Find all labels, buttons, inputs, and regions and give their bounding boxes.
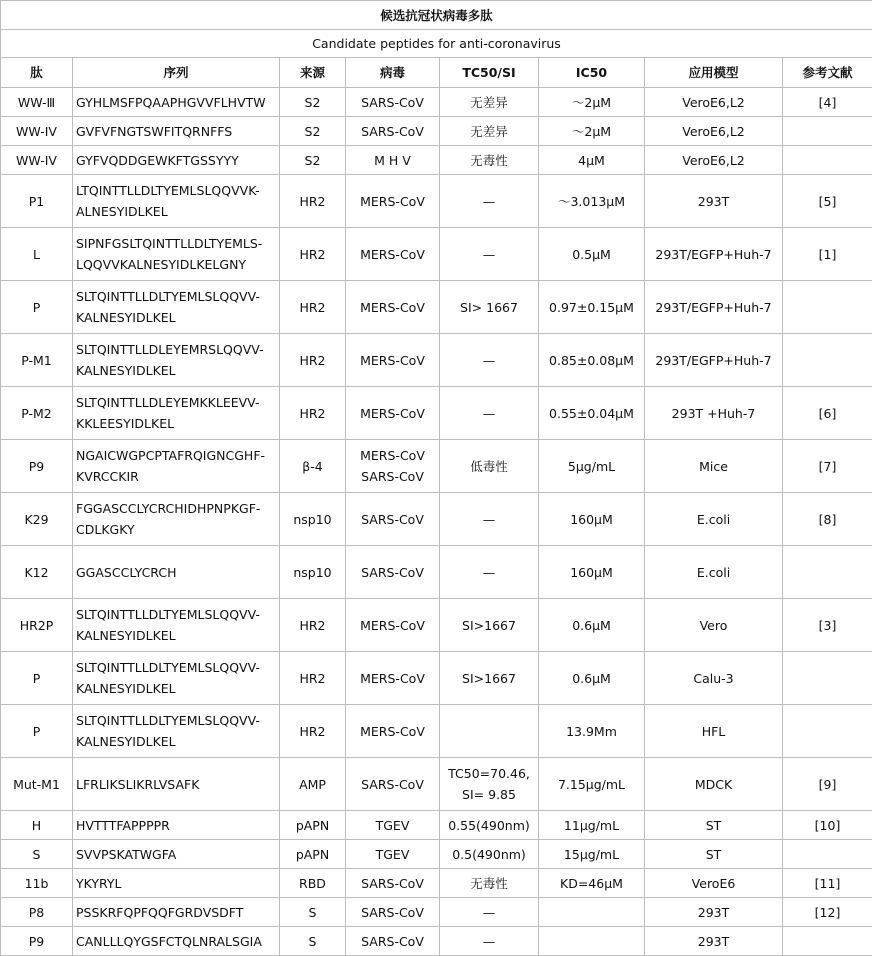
cell-model: 293T/EGFP+Huh-7 (645, 281, 783, 334)
cell-tc50-si (440, 927, 539, 956)
cell-tc50-si-line: — (482, 933, 496, 949)
cell-peptide: P (1, 652, 73, 705)
cell-source: HR2 (280, 705, 346, 758)
table-row (1, 117, 872, 146)
cell-virus (346, 334, 440, 387)
cell-sequence (73, 927, 280, 956)
cell-virus-line: SARS-CoV (361, 875, 424, 891)
cell-tc50-si-line: SI>1667 (462, 617, 516, 633)
cell-virus (346, 546, 440, 599)
cell-model: Vero (645, 599, 783, 652)
cell-tc50-si-line: — (482, 352, 496, 368)
cell-source: HR2 (280, 652, 346, 705)
cell-peptide: Mut-M1 (1, 758, 73, 811)
cell-ic50: 11μg/mL (539, 811, 645, 840)
cell-tc50-si (440, 869, 539, 898)
header-row (1, 58, 872, 88)
cell-model: VeroE6,L2 (645, 88, 783, 117)
cell-tc50-si (440, 546, 539, 599)
cell-virus (346, 705, 440, 758)
cell-virus-line: SARS-CoV (361, 564, 424, 580)
cell-ic50: 0.85±0.08μM (539, 334, 645, 387)
cell-ic50 (539, 927, 645, 956)
cell-virus (346, 811, 440, 840)
header-virus: 病毒 (346, 58, 440, 88)
cell-source: S2 (280, 146, 346, 175)
cell-sequence-line: FGGASCCLYCRCHIDHPNPKGF- (76, 501, 261, 516)
table-row (1, 88, 872, 117)
cell-model: VeroE6 (645, 869, 783, 898)
table-row (1, 758, 872, 811)
cell-source: S2 (280, 117, 346, 146)
table-subtitle-row (1, 30, 872, 58)
table-row (1, 334, 872, 387)
cell-reference (783, 840, 872, 869)
cell-peptide: WW-IV (1, 117, 73, 146)
cell-peptide: K29 (1, 493, 73, 546)
cell-virus (346, 840, 440, 869)
cell-sequence-line: NGAICWGPCPTAFRQIGNCGHF- (76, 448, 266, 463)
cell-virus-line: MERS-CoV (360, 352, 425, 368)
cell-source: HR2 (280, 599, 346, 652)
cell-model: E.coli (645, 493, 783, 546)
cell-tc50-si (440, 334, 539, 387)
cell-sequence-line: GGASCCLYCRCH (76, 564, 177, 580)
cell-sequence (73, 705, 280, 758)
cell-peptide: P-M1 (1, 334, 73, 387)
cell-sequence-line: LFRLIKSLIKRLVSAFK (76, 776, 200, 792)
cell-tc50-si-line: — (482, 246, 496, 262)
table-row (1, 146, 872, 175)
cell-tc50-si (440, 898, 539, 927)
cell-virus-line: SARS-CoV (361, 776, 424, 792)
cell-ic50: ～2μM (539, 117, 645, 146)
cell-virus-line: MERS-CoV (360, 448, 425, 463)
cell-ic50: ～3.013μM (539, 175, 645, 228)
cell-peptide: P1 (1, 175, 73, 228)
cell-tc50-si-line: — (482, 193, 496, 209)
cell-sequence (73, 599, 280, 652)
cell-source: S (280, 898, 346, 927)
cell-sequence-line: GYHLMSFPQAAPHGVVFLHVTW (76, 94, 266, 110)
cell-virus-line: MERS-CoV (360, 405, 425, 421)
cell-virus-line: MERS-CoV (360, 723, 425, 739)
cell-sequence-line: KVRCCKIR (76, 469, 139, 484)
cell-virus-line: MERS-CoV (360, 617, 425, 633)
cell-reference: [11] (783, 869, 872, 898)
cell-peptide: HR2P (1, 599, 73, 652)
cell-tc50-si-line: — (482, 564, 496, 580)
cell-peptide: H (1, 811, 73, 840)
cell-model: Mice (645, 440, 783, 493)
cell-reference: [9] (783, 758, 872, 811)
cell-virus-line: TGEV (375, 846, 410, 862)
cell-sequence (73, 811, 280, 840)
cell-ic50: 7.15μg/mL (539, 758, 645, 811)
cell-sequence-line: CDLKGKY (76, 522, 135, 537)
cell-peptide: K12 (1, 546, 73, 599)
cell-model: VeroE6,L2 (645, 117, 783, 146)
cell-peptide: P (1, 281, 73, 334)
cell-tc50-si-line: — (482, 511, 496, 527)
cell-reference: [5] (783, 175, 872, 228)
cell-model: 293T (645, 927, 783, 956)
cell-sequence-line: KALNESYIDLKEL (76, 734, 176, 749)
cell-source: pAPN (280, 811, 346, 840)
cell-virus (346, 146, 440, 175)
cell-sequence-line: KALNESYIDLKEL (76, 681, 176, 696)
cell-tc50-si-line: 0.5(490nm) (452, 846, 526, 862)
cell-tc50-si-line: 无差异 (470, 94, 508, 110)
cell-sequence (73, 898, 280, 927)
header-peptide: 肽 (1, 58, 73, 88)
cell-peptide: 11b (1, 869, 73, 898)
cell-virus-line: SARS-CoV (361, 469, 424, 484)
cell-sequence-line: LQQVVKALNESYIDLKELGNY (76, 257, 247, 272)
table-row (1, 175, 872, 228)
cell-reference: [10] (783, 811, 872, 840)
table-row (1, 228, 872, 281)
cell-virus (346, 599, 440, 652)
cell-sequence (73, 146, 280, 175)
cell-sequence-line: SLTQINTTLLDLEYEMKKLEEVV- (76, 395, 260, 410)
cell-ic50: 0.55±0.04μM (539, 387, 645, 440)
cell-model: 293T/EGFP+Huh-7 (645, 334, 783, 387)
cell-sequence (73, 493, 280, 546)
cell-tc50-si (440, 599, 539, 652)
cell-sequence (73, 175, 280, 228)
cell-reference (783, 652, 872, 705)
cell-reference (783, 281, 872, 334)
cell-peptide: P8 (1, 898, 73, 927)
cell-tc50-si (440, 811, 539, 840)
header-model: 应用模型 (645, 58, 783, 88)
header-tc50-si: TC50/SI (440, 58, 539, 88)
cell-source: HR2 (280, 228, 346, 281)
cell-sequence-line: KALNESYIDLKEL (76, 310, 176, 325)
cell-sequence-line: SIPNFGSLTQINTTLLDLTYEMLS- (76, 236, 263, 251)
cell-model: HFL (645, 705, 783, 758)
table-row (1, 705, 872, 758)
cell-peptide: L (1, 228, 73, 281)
header-reference: 参考文献 (783, 58, 872, 88)
table-row (1, 840, 872, 869)
table-title: 候选抗冠状病毒多肽 (1, 1, 872, 30)
cell-tc50-si (440, 175, 539, 228)
cell-tc50-si-line: — (482, 904, 496, 920)
cell-ic50: 4μM (539, 146, 645, 175)
cell-model: 293T (645, 898, 783, 927)
cell-virus-line: SARS-CoV (361, 933, 424, 949)
cell-model: E.coli (645, 546, 783, 599)
cell-virus (346, 387, 440, 440)
cell-sequence (73, 652, 280, 705)
cell-source: HR2 (280, 334, 346, 387)
cell-tc50-si (440, 228, 539, 281)
cell-sequence (73, 334, 280, 387)
cell-sequence-line: SVVPSKATWGFA (76, 846, 177, 862)
cell-sequence (73, 546, 280, 599)
cell-model: Calu-3 (645, 652, 783, 705)
cell-sequence (73, 387, 280, 440)
cell-tc50-si (440, 758, 539, 811)
cell-tc50-si-line: 无毒性 (470, 152, 508, 168)
cell-reference: [1] (783, 228, 872, 281)
table-row (1, 898, 872, 927)
cell-model: ST (645, 840, 783, 869)
cell-peptide: P9 (1, 927, 73, 956)
cell-tc50-si (440, 840, 539, 869)
cell-virus (346, 440, 440, 493)
cell-source: nsp10 (280, 546, 346, 599)
cell-reference: [6] (783, 387, 872, 440)
cell-sequence-line: SLTQINTTLLDLEYEMRSLQQVV- (76, 342, 264, 357)
cell-ic50: 160μM (539, 546, 645, 599)
cell-ic50: KD=46μM (539, 869, 645, 898)
cell-virus (346, 758, 440, 811)
cell-sequence (73, 758, 280, 811)
cell-virus-line: SARS-CoV (361, 123, 424, 139)
table-row (1, 927, 872, 956)
cell-source: pAPN (280, 840, 346, 869)
cell-model: VeroE6,L2 (645, 146, 783, 175)
cell-model: 293T/EGFP+Huh-7 (645, 228, 783, 281)
cell-sequence (73, 88, 280, 117)
cell-sequence (73, 869, 280, 898)
cell-virus-line: MERS-CoV (360, 193, 425, 209)
cell-source: RBD (280, 869, 346, 898)
cell-reference (783, 705, 872, 758)
cell-tc50-si (440, 281, 539, 334)
cell-tc50-si (440, 493, 539, 546)
cell-virus-line: SARS-CoV (361, 904, 424, 920)
cell-tc50-si-line: SI= 9.85 (462, 787, 516, 802)
table-subtitle: Candidate peptides for anti-coronavirus (1, 30, 872, 58)
cell-source: S2 (280, 88, 346, 117)
cell-ic50: 5μg/mL (539, 440, 645, 493)
cell-ic50 (539, 898, 645, 927)
cell-sequence-line: GVFVFNGTSWFITQRNFFS (76, 123, 233, 139)
cell-virus (346, 898, 440, 927)
cell-sequence-line: SLTQINTTLLDLTYEMLSLQQVV- (76, 713, 260, 728)
cell-virus (346, 493, 440, 546)
cell-reference (783, 146, 872, 175)
cell-sequence-line: SLTQINTTLLDLTYEMLSLQQVV- (76, 607, 260, 622)
cell-source: β-4 (280, 440, 346, 493)
cell-tc50-si-line: 无毒性 (470, 875, 508, 891)
cell-tc50-si (440, 88, 539, 117)
cell-sequence-line: ALNESYIDLKEL (76, 204, 168, 219)
cell-virus (346, 117, 440, 146)
cell-virus (346, 869, 440, 898)
cell-peptide: P9 (1, 440, 73, 493)
cell-tc50-si-line: 低毒性 (470, 458, 508, 474)
cell-reference: [12] (783, 898, 872, 927)
cell-reference: [3] (783, 599, 872, 652)
cell-virus (346, 652, 440, 705)
cell-tc50-si (440, 652, 539, 705)
cell-ic50: 13.9Mm (539, 705, 645, 758)
cell-source: S (280, 927, 346, 956)
cell-source: nsp10 (280, 493, 346, 546)
header-sequence: 序列 (73, 58, 280, 88)
cell-virus-line: SARS-CoV (361, 511, 424, 527)
cell-peptide: S (1, 840, 73, 869)
cell-virus-line: SARS-CoV (361, 94, 424, 110)
cell-model: MDCK (645, 758, 783, 811)
cell-source: HR2 (280, 387, 346, 440)
cell-sequence-line: HVTTTFAPPPPR (76, 817, 170, 833)
table-title-row (1, 1, 872, 30)
cell-sequence-line: SLTQINTTLLDLTYEMLSLQQVV- (76, 660, 260, 675)
table-row (1, 493, 872, 546)
cell-ic50: 160μM (539, 493, 645, 546)
cell-virus-line: M H V (374, 152, 411, 168)
table-row (1, 440, 872, 493)
cell-reference (783, 927, 872, 956)
cell-virus (346, 927, 440, 956)
cell-sequence-line: PSSKRFQPFQQFGRDVSDFT (76, 904, 244, 920)
header-source: 来源 (280, 58, 346, 88)
cell-peptide: WW-IV (1, 146, 73, 175)
cell-model: 293T +Huh-7 (645, 387, 783, 440)
table-row (1, 599, 872, 652)
cell-virus (346, 281, 440, 334)
cell-peptide: WW-Ⅲ (1, 88, 73, 117)
cell-tc50-si (440, 705, 539, 758)
cell-sequence-line: CANLLLQYGSFCTQLNRALSGIA (76, 933, 262, 949)
cell-tc50-si (440, 387, 539, 440)
cell-source: HR2 (280, 281, 346, 334)
cell-sequence (73, 440, 280, 493)
cell-virus-line: MERS-CoV (360, 299, 425, 315)
cell-peptide: P-M2 (1, 387, 73, 440)
cell-tc50-si (440, 440, 539, 493)
cell-virus (346, 175, 440, 228)
table-row (1, 546, 872, 599)
cell-reference (783, 334, 872, 387)
cell-source: AMP (280, 758, 346, 811)
cell-tc50-si-line: 无差异 (470, 123, 508, 139)
cell-sequence (73, 281, 280, 334)
cell-virus-line: MERS-CoV (360, 246, 425, 262)
cell-tc50-si-line: SI> 1667 (460, 299, 518, 315)
cell-ic50: 15μg/mL (539, 840, 645, 869)
cell-tc50-si-line: 0.55(490nm) (448, 817, 530, 833)
table-row (1, 652, 872, 705)
table-row (1, 869, 872, 898)
cell-sequence-line: KKLEESYIDLKEL (76, 416, 175, 431)
cell-tc50-si-line: SI>1667 (462, 670, 516, 686)
cell-ic50: 0.5μM (539, 228, 645, 281)
cell-reference: [8] (783, 493, 872, 546)
table-row (1, 281, 872, 334)
cell-model: ST (645, 811, 783, 840)
cell-reference (783, 117, 872, 146)
cell-ic50: ～2μM (539, 88, 645, 117)
cell-tc50-si (440, 117, 539, 146)
cell-sequence (73, 840, 280, 869)
cell-tc50-si-line: — (482, 405, 496, 421)
cell-virus (346, 88, 440, 117)
table-row (1, 811, 872, 840)
cell-sequence-line: SLTQINTTLLDLTYEMLSLQQVV- (76, 289, 260, 304)
header-ic50: IC50 (539, 58, 645, 88)
cell-tc50-si-line: TC50=70.46, (448, 766, 530, 781)
cell-tc50-si (440, 146, 539, 175)
cell-ic50: 0.97±0.15μM (539, 281, 645, 334)
cell-virus (346, 228, 440, 281)
cell-ic50: 0.6μM (539, 652, 645, 705)
table-row (1, 387, 872, 440)
cell-sequence-line: KALNESYIDLKEL (76, 363, 176, 378)
cell-reference (783, 546, 872, 599)
cell-sequence-line: YKYRYL (76, 875, 122, 891)
cell-model: 293T (645, 175, 783, 228)
cell-sequence-line: GYFVQDDGEWKFTGSSYYY (76, 152, 239, 168)
cell-virus-line: MERS-CoV (360, 670, 425, 686)
cell-reference: [4] (783, 88, 872, 117)
cell-peptide: P (1, 705, 73, 758)
cell-virus-line: TGEV (375, 817, 410, 833)
cell-reference: [7] (783, 440, 872, 493)
cell-sequence-line: LTQINTTLLDLTYEMLSLQQVVK- (76, 183, 260, 198)
cell-ic50: 0.6μM (539, 599, 645, 652)
cell-sequence (73, 228, 280, 281)
cell-sequence-line: KALNESYIDLKEL (76, 628, 176, 643)
cell-sequence (73, 117, 280, 146)
cell-source: HR2 (280, 175, 346, 228)
